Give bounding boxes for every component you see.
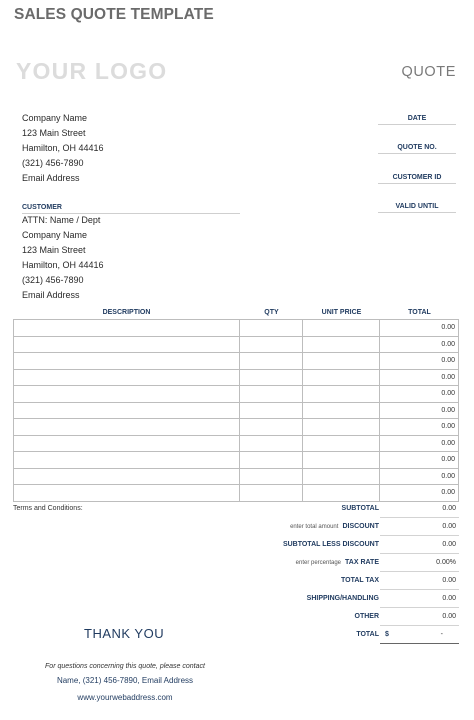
tax-rate-label xyxy=(296,554,379,572)
subtotal-value: 0.00 xyxy=(380,500,459,518)
logo-placeholder: YOUR LOGO xyxy=(16,58,168,84)
total-cell: 0.00 xyxy=(380,386,459,403)
total-cell: 0.00 xyxy=(380,336,459,353)
unit-price-cell[interactable] xyxy=(303,386,380,403)
customer-attn[interactable]: ATTN: Name / Dept xyxy=(22,215,101,225)
description-cell[interactable] xyxy=(14,452,240,469)
table-row xyxy=(14,336,459,353)
total-cell: 0.00 xyxy=(380,435,459,452)
table-row xyxy=(14,452,459,469)
total-cell: 0.00 xyxy=(380,419,459,436)
unit-price-cell[interactable] xyxy=(303,402,380,419)
total-cell: 0.00 xyxy=(380,320,459,337)
qty-cell[interactable] xyxy=(240,485,303,502)
date-label[interactable]: DATE xyxy=(378,114,456,125)
tax-rate-label-text: TAX RATE xyxy=(345,559,379,566)
discount-input[interactable]: 0.00 xyxy=(380,518,459,536)
total-cell: 0.00 xyxy=(380,369,459,386)
contact-details: Name, (321) 456-7890, Email Address xyxy=(56,676,194,685)
subtotal-less-discount-label: SUBTOTAL LESS DISCOUNT xyxy=(282,541,379,548)
qty-cell[interactable] xyxy=(240,336,303,353)
table-row xyxy=(14,419,459,436)
discount-label-text: DISCOUNT xyxy=(342,523,379,530)
description-cell[interactable] xyxy=(14,386,240,403)
web-address: www.yourwebaddress.com xyxy=(77,693,173,702)
unit-price-cell[interactable] xyxy=(303,336,380,353)
table-row xyxy=(14,435,459,452)
qty-cell[interactable] xyxy=(240,320,303,337)
document-title: SALES QUOTE TEMPLATE xyxy=(14,6,214,23)
qty-cell[interactable] xyxy=(240,386,303,403)
discount-label xyxy=(290,518,379,536)
qty-cell[interactable] xyxy=(240,452,303,469)
contact-note: For questions concerning this quote, please contact xyxy=(45,663,205,670)
unit-price-cell[interactable] xyxy=(303,485,380,502)
company-phone[interactable]: (321) 456-7890 xyxy=(22,158,84,168)
description-cell[interactable] xyxy=(14,353,240,370)
shipping-input[interactable]: 0.00 xyxy=(380,590,459,608)
unit-price-cell[interactable] xyxy=(303,353,380,370)
unit-price-cell[interactable] xyxy=(303,419,380,436)
description-cell[interactable] xyxy=(14,468,240,485)
total-tax-label: TOTAL TAX xyxy=(341,577,379,584)
total-cell: 0.00 xyxy=(380,485,459,502)
col-total: TOTAL xyxy=(408,309,431,316)
description-cell[interactable] xyxy=(14,435,240,452)
shipping-label: SHIPPING/HANDLING xyxy=(306,595,379,602)
total-cell: 0.00 xyxy=(380,452,459,469)
subtotal-less-discount-value: 0.00 xyxy=(380,536,459,554)
company-email[interactable]: Email Address xyxy=(22,173,80,183)
customer-id-label[interactable]: CUSTOMER ID xyxy=(378,173,456,184)
qty-cell[interactable] xyxy=(240,369,303,386)
table-row xyxy=(14,485,459,502)
discount-hint: enter total amount xyxy=(290,524,339,530)
description-cell[interactable] xyxy=(14,419,240,436)
total-label: TOTAL xyxy=(356,631,379,638)
qty-cell[interactable] xyxy=(240,402,303,419)
thank-you-text: THANK YOU xyxy=(84,626,165,641)
col-qty: QTY xyxy=(264,309,279,316)
quote-heading: QUOTE xyxy=(401,64,456,80)
total-value: - xyxy=(440,631,443,638)
qty-cell[interactable] xyxy=(240,468,303,485)
subtotal-label: SUBTOTAL xyxy=(341,505,379,512)
terms-label[interactable]: Terms and Conditions: xyxy=(13,505,83,512)
customer-info xyxy=(22,213,104,303)
description-cell[interactable] xyxy=(14,485,240,502)
qty-cell[interactable] xyxy=(240,435,303,452)
unit-price-cell[interactable] xyxy=(303,369,380,386)
quote-number-label[interactable]: QUOTE NO. xyxy=(378,143,456,154)
company-city[interactable]: Hamilton, OH 44416 xyxy=(22,143,104,153)
col-description: DESCRIPTION xyxy=(102,309,151,316)
description-cell[interactable] xyxy=(14,369,240,386)
customer-email[interactable]: Email Address xyxy=(22,290,80,300)
unit-price-cell[interactable] xyxy=(303,468,380,485)
customer-company[interactable]: Company Name xyxy=(22,230,88,240)
table-row xyxy=(14,320,459,337)
table-row xyxy=(14,402,459,419)
unit-price-cell[interactable] xyxy=(303,320,380,337)
qty-cell[interactable] xyxy=(240,419,303,436)
tax-rate-input[interactable]: 0.00% xyxy=(380,554,459,572)
customer-phone[interactable]: (321) 456-7890 xyxy=(22,275,84,285)
unit-price-cell[interactable] xyxy=(303,452,380,469)
company-name[interactable]: Company Name xyxy=(22,113,88,123)
total-cell: 0.00 xyxy=(380,353,459,370)
total-cell: 0.00 xyxy=(380,468,459,485)
table-row xyxy=(14,386,459,403)
company-info xyxy=(22,111,104,186)
col-unit-price: UNIT PRICE xyxy=(321,309,362,316)
other-input[interactable]: 0.00 xyxy=(380,608,459,626)
total-value-cell xyxy=(380,626,459,644)
description-cell[interactable] xyxy=(14,402,240,419)
total-tax-value: 0.00 xyxy=(380,572,459,590)
table-row xyxy=(14,369,459,386)
company-street[interactable]: 123 Main Street xyxy=(22,128,86,138)
table-row xyxy=(14,468,459,485)
other-label: OTHER xyxy=(354,613,379,620)
unit-price-cell[interactable] xyxy=(303,435,380,452)
customer-label: CUSTOMER xyxy=(22,203,240,214)
valid-until-label[interactable]: VALID UNTIL xyxy=(378,202,456,213)
table-row xyxy=(14,353,459,370)
customer-city[interactable]: Hamilton, OH 44416 xyxy=(22,260,104,270)
description-cell[interactable] xyxy=(14,336,240,353)
description-cell[interactable] xyxy=(14,320,240,337)
tax-rate-hint: enter percentage xyxy=(295,560,342,566)
total-cell: 0.00 xyxy=(380,402,459,419)
qty-cell[interactable] xyxy=(240,353,303,370)
currency-symbol: $ xyxy=(385,631,389,638)
customer-street[interactable]: 123 Main Street xyxy=(22,245,86,255)
line-items-table xyxy=(13,319,459,502)
